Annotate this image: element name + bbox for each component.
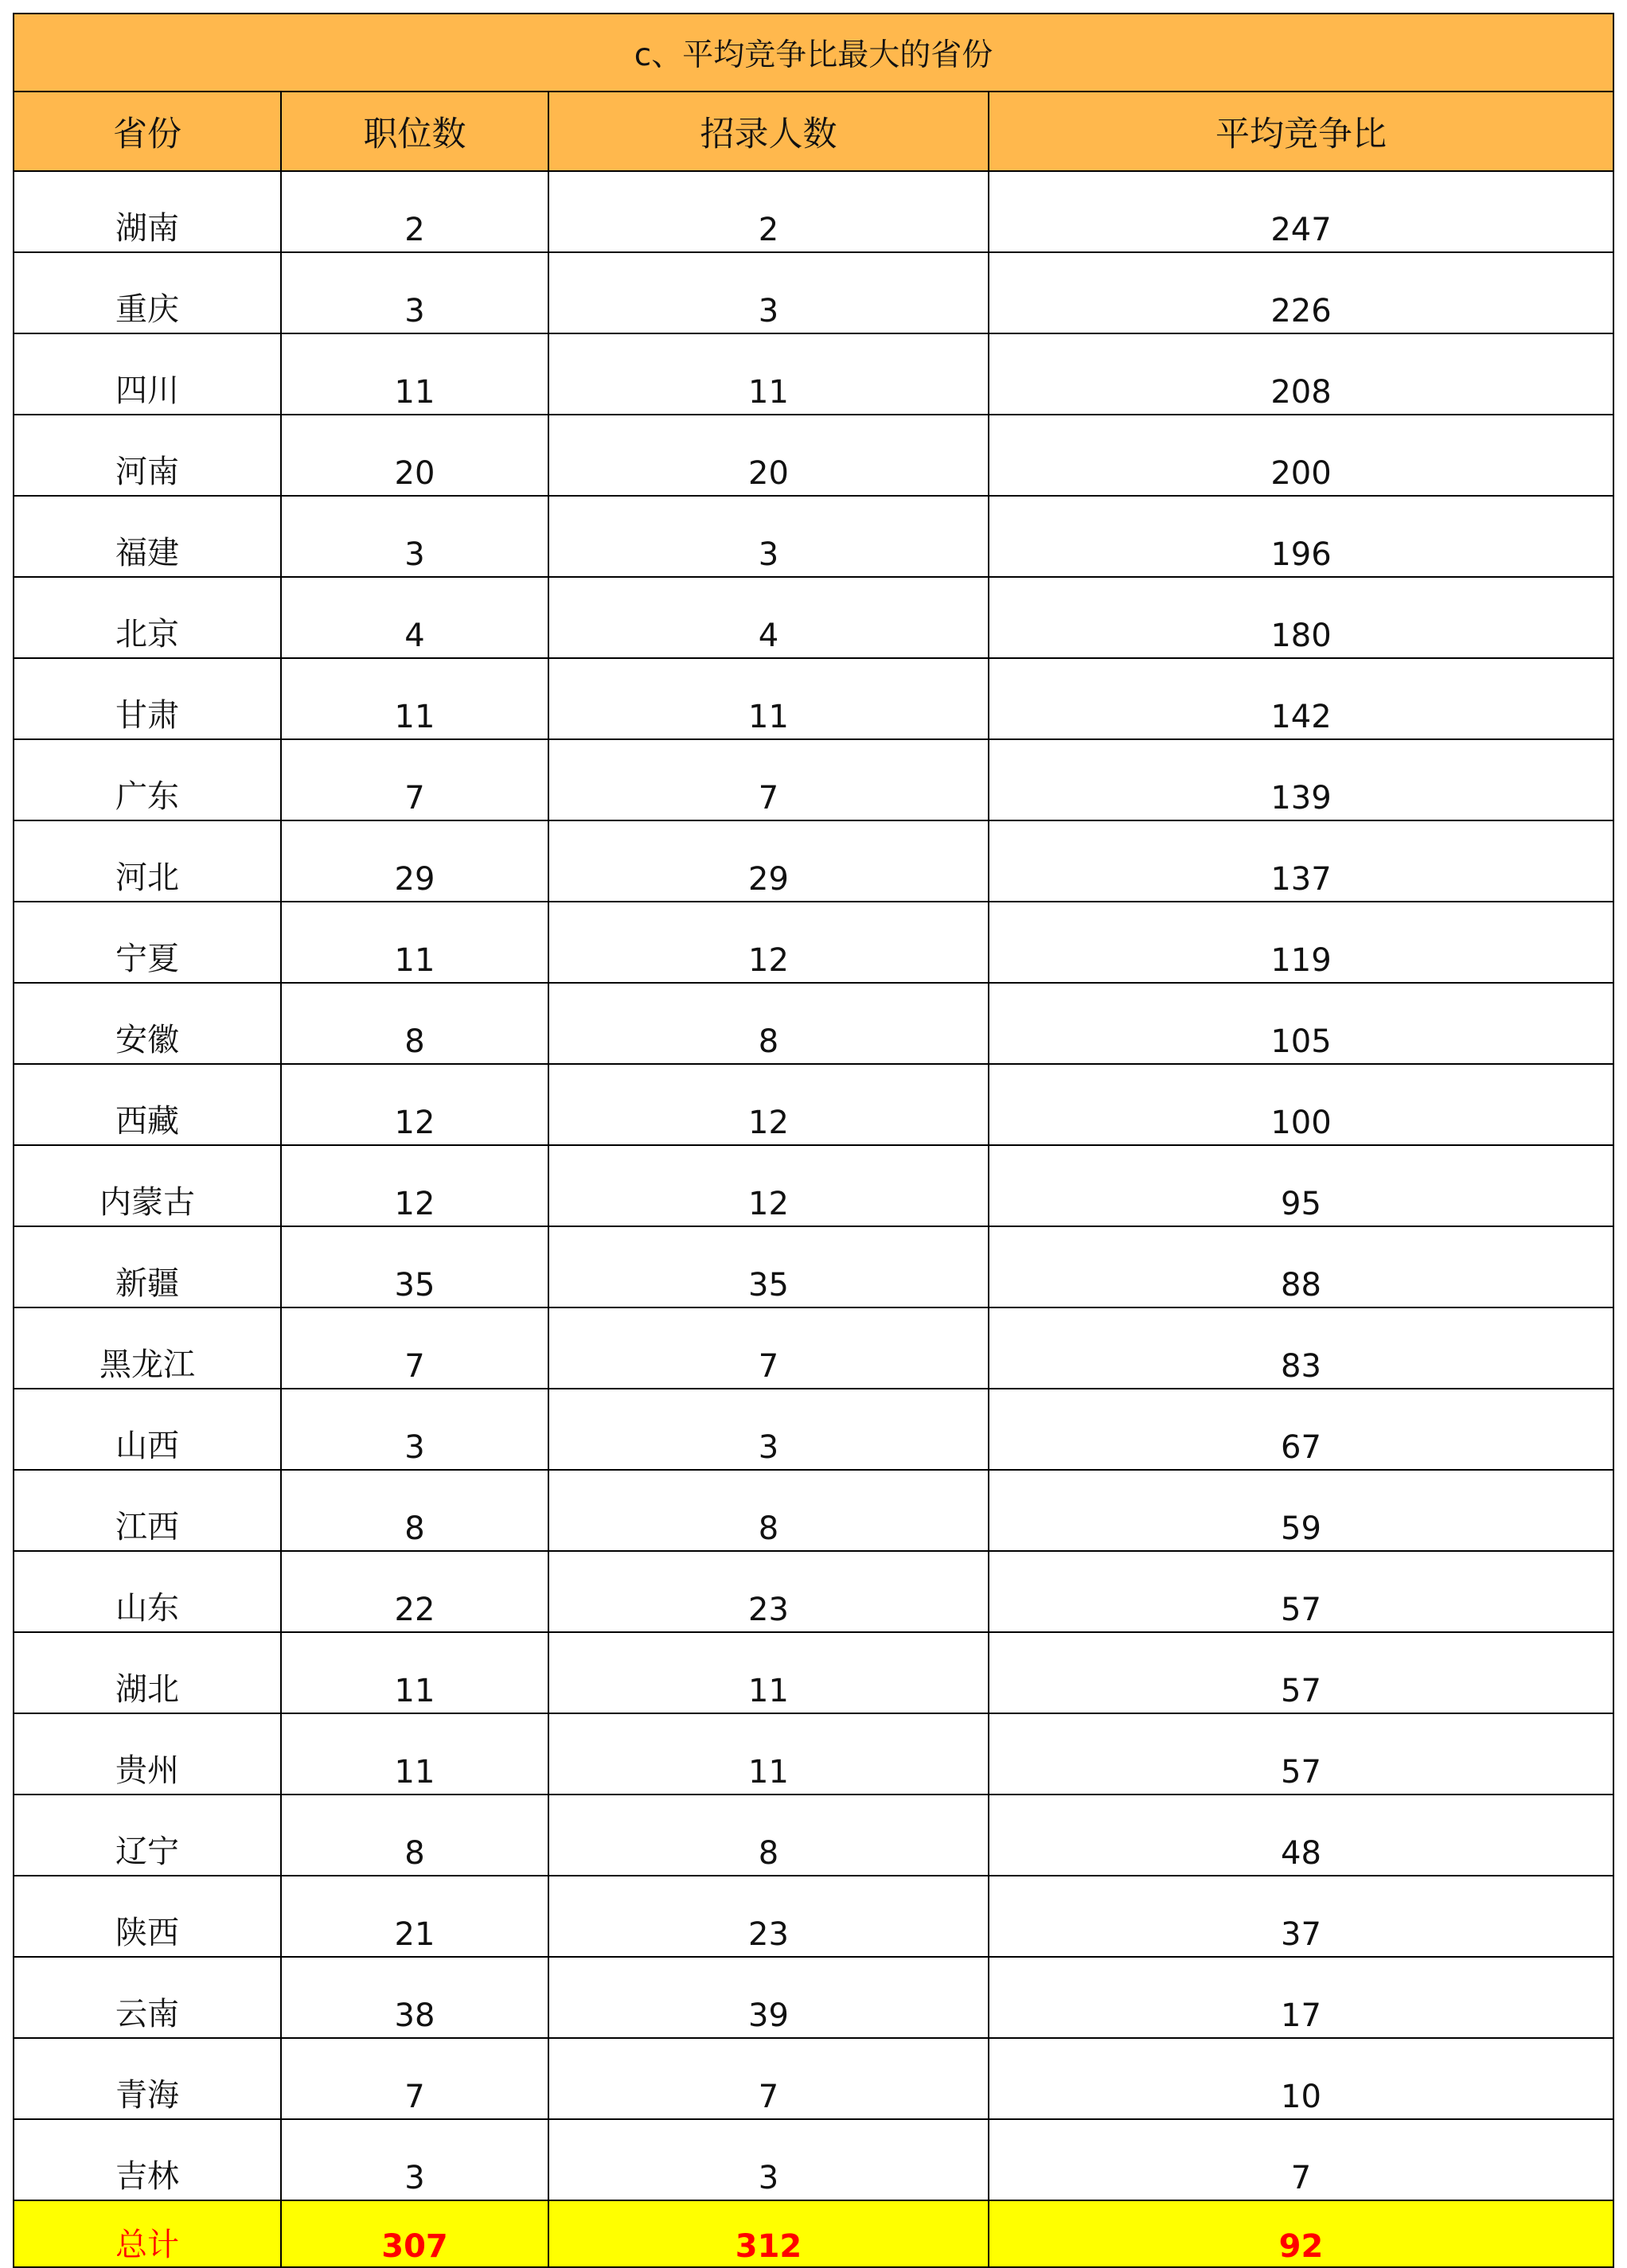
- cell-province: 内蒙古: [14, 1145, 281, 1226]
- cell-positions: 8: [281, 1470, 548, 1551]
- cell-province: 山东: [14, 1551, 281, 1632]
- cell-positions: 3: [281, 252, 548, 333]
- total-avg-competition: 92: [989, 2200, 1613, 2267]
- table-row: [14, 1795, 1613, 1876]
- cell-positions: 11: [281, 1713, 548, 1795]
- cell-positions: 35: [281, 1226, 548, 1307]
- cell-avg-competition: 83: [989, 1307, 1613, 1389]
- cell-avg-competition: 226: [989, 252, 1613, 333]
- table-row: [14, 1064, 1613, 1145]
- cell-avg-competition: 7: [989, 2119, 1613, 2200]
- cell-recruits: 8: [548, 1470, 989, 1551]
- cell-positions: 20: [281, 415, 548, 496]
- cell-province: 吉林: [14, 2119, 281, 2200]
- cell-province: 四川: [14, 333, 281, 415]
- cell-province: 贵州: [14, 1713, 281, 1795]
- table-row: [14, 1876, 1613, 1957]
- header-row: [14, 92, 1613, 171]
- cell-positions: 7: [281, 2038, 548, 2119]
- cell-avg-competition: 37: [989, 1876, 1613, 1957]
- cell-province: 黑龙江: [14, 1307, 281, 1389]
- table-row: [14, 415, 1613, 496]
- table-row: [14, 496, 1613, 577]
- cell-recruits: 35: [548, 1226, 989, 1307]
- cell-recruits: 7: [548, 739, 989, 820]
- cell-recruits: 11: [548, 1713, 989, 1795]
- cell-avg-competition: 88: [989, 1226, 1613, 1307]
- cell-positions: 11: [281, 658, 548, 739]
- cell-avg-competition: 142: [989, 658, 1613, 739]
- table-row: [14, 2119, 1613, 2200]
- cell-recruits: 8: [548, 1795, 989, 1876]
- cell-positions: 11: [281, 1632, 548, 1713]
- cell-province: 辽宁: [14, 1795, 281, 1876]
- cell-positions: 22: [281, 1551, 548, 1632]
- table-row: [14, 252, 1613, 333]
- cell-positions: 11: [281, 902, 548, 983]
- cell-positions: 7: [281, 739, 548, 820]
- cell-positions: 8: [281, 983, 548, 1064]
- cell-recruits: 11: [548, 333, 989, 415]
- province-competition-table: [13, 13, 1614, 2268]
- header-province: 省份: [14, 92, 281, 171]
- cell-province: 湖南: [14, 171, 281, 252]
- cell-avg-competition: 105: [989, 983, 1613, 1064]
- table-row: [14, 658, 1613, 739]
- table-title: c、平均竞争比最大的省份: [14, 14, 1613, 92]
- cell-recruits: 39: [548, 1957, 989, 2038]
- cell-avg-competition: 200: [989, 415, 1613, 496]
- cell-positions: 38: [281, 1957, 548, 2038]
- cell-province: 重庆: [14, 252, 281, 333]
- cell-avg-competition: 57: [989, 1713, 1613, 1795]
- cell-positions: 21: [281, 1876, 548, 1957]
- cell-avg-competition: 95: [989, 1145, 1613, 1226]
- cell-positions: 3: [281, 2119, 548, 2200]
- total-positions: 307: [281, 2200, 548, 2267]
- cell-avg-competition: 59: [989, 1470, 1613, 1551]
- cell-positions: 8: [281, 1795, 548, 1876]
- cell-avg-competition: 139: [989, 739, 1613, 820]
- cell-recruits: 12: [548, 902, 989, 983]
- cell-avg-competition: 208: [989, 333, 1613, 415]
- table-row: [14, 1389, 1613, 1470]
- cell-avg-competition: 137: [989, 820, 1613, 902]
- cell-province: 云南: [14, 1957, 281, 2038]
- table-title-row: [14, 14, 1613, 92]
- cell-positions: 11: [281, 333, 548, 415]
- cell-positions: 3: [281, 496, 548, 577]
- cell-recruits: 3: [548, 1389, 989, 1470]
- cell-positions: 29: [281, 820, 548, 902]
- table-row: [14, 1957, 1613, 2038]
- table-row: [14, 577, 1613, 658]
- cell-recruits: 12: [548, 1145, 989, 1226]
- table-row: [14, 739, 1613, 820]
- cell-province: 青海: [14, 2038, 281, 2119]
- cell-avg-competition: 67: [989, 1389, 1613, 1470]
- cell-province: 福建: [14, 496, 281, 577]
- cell-recruits: 3: [548, 2119, 989, 2200]
- table-row: [14, 1551, 1613, 1632]
- cell-avg-competition: 48: [989, 1795, 1613, 1876]
- cell-avg-competition: 10: [989, 2038, 1613, 2119]
- cell-recruits: 11: [548, 1632, 989, 1713]
- cell-recruits: 7: [548, 2038, 989, 2119]
- cell-province: 陕西: [14, 1876, 281, 1957]
- table-row: [14, 171, 1613, 252]
- cell-province: 安徽: [14, 983, 281, 1064]
- cell-positions: 12: [281, 1145, 548, 1226]
- total-label: 总计: [14, 2200, 281, 2267]
- header-positions: 职位数: [281, 92, 548, 171]
- cell-recruits: 3: [548, 252, 989, 333]
- cell-province: 宁夏: [14, 902, 281, 983]
- total-recruits: 312: [548, 2200, 989, 2267]
- table-row: [14, 1226, 1613, 1307]
- cell-province: 江西: [14, 1470, 281, 1551]
- cell-province: 甘肃: [14, 658, 281, 739]
- cell-avg-competition: 196: [989, 496, 1613, 577]
- cell-recruits: 11: [548, 658, 989, 739]
- cell-positions: 4: [281, 577, 548, 658]
- table-row: [14, 983, 1613, 1064]
- cell-avg-competition: 57: [989, 1632, 1613, 1713]
- total-row: [14, 2200, 1613, 2267]
- cell-avg-competition: 119: [989, 902, 1613, 983]
- cell-avg-competition: 247: [989, 171, 1613, 252]
- cell-avg-competition: 100: [989, 1064, 1613, 1145]
- cell-recruits: 7: [548, 1307, 989, 1389]
- cell-province: 北京: [14, 577, 281, 658]
- cell-province: 新疆: [14, 1226, 281, 1307]
- table-row: [14, 1307, 1613, 1389]
- cell-province: 西藏: [14, 1064, 281, 1145]
- cell-province: 广东: [14, 739, 281, 820]
- table-row: [14, 1145, 1613, 1226]
- table-row: [14, 2038, 1613, 2119]
- cell-recruits: 20: [548, 415, 989, 496]
- cell-province: 山西: [14, 1389, 281, 1470]
- cell-province: 河南: [14, 415, 281, 496]
- cell-positions: 2: [281, 171, 548, 252]
- table-row: [14, 1632, 1613, 1713]
- cell-recruits: 12: [548, 1064, 989, 1145]
- cell-positions: 7: [281, 1307, 548, 1389]
- cell-avg-competition: 180: [989, 577, 1613, 658]
- cell-recruits: 8: [548, 983, 989, 1064]
- table-row: [14, 902, 1613, 983]
- cell-avg-competition: 57: [989, 1551, 1613, 1632]
- header-avg-competition: 平均竞争比: [989, 92, 1613, 171]
- cell-avg-competition: 17: [989, 1957, 1613, 2038]
- cell-province: 河北: [14, 820, 281, 902]
- cell-recruits: 23: [548, 1551, 989, 1632]
- cell-recruits: 2: [548, 171, 989, 252]
- cell-recruits: 29: [548, 820, 989, 902]
- table-row: [14, 333, 1613, 415]
- cell-recruits: 23: [548, 1876, 989, 1957]
- cell-positions: 3: [281, 1389, 548, 1470]
- cell-positions: 12: [281, 1064, 548, 1145]
- cell-province: 湖北: [14, 1632, 281, 1713]
- table-row: [14, 820, 1613, 902]
- cell-recruits: 3: [548, 496, 989, 577]
- table-row: [14, 1470, 1613, 1551]
- cell-recruits: 4: [548, 577, 989, 658]
- table-row: [14, 1713, 1613, 1795]
- header-recruits: 招录人数: [548, 92, 989, 171]
